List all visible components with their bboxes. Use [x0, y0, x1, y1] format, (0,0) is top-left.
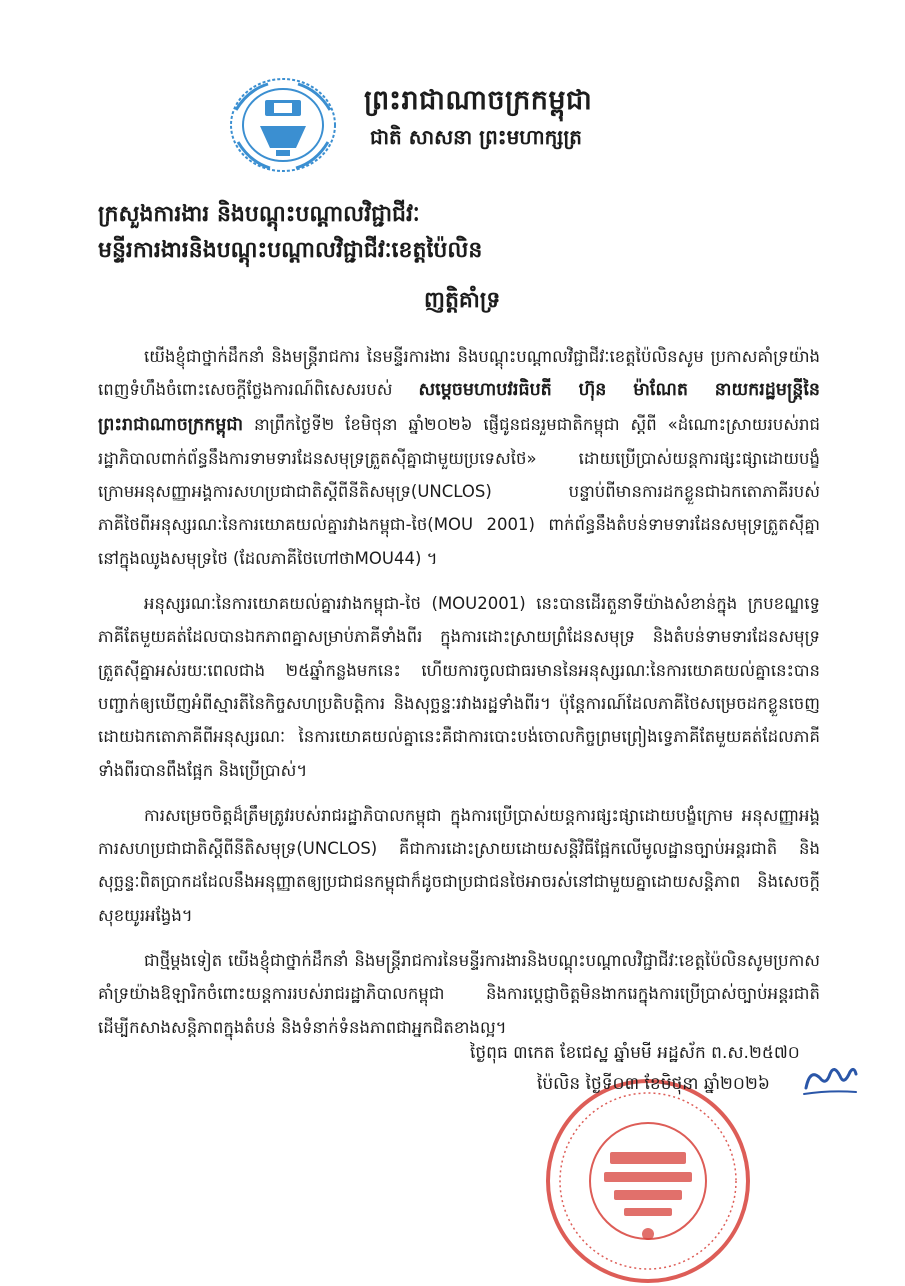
solar-date: ប៉ៃលិន ថ្ងៃទី០៣ ខែមិថុនា ឆ្នាំ២០២៦ [537, 1074, 770, 1094]
paragraph-1-part1: យើងខ្ញុំជាថ្នាក់ដឹកនាំ និងមន្ត្រីរាជការ នៃមន្ទីរការងារ និងបណ្តុះបណ្តាលវិជ្ជាជីវៈខេត្តប៉ៃលិនសូម ប្រកាសគាំទ្រយ៉ាងពេញទំហឹងចំពោះសេចក្តីថ្លែងការណ៍ពិសេសរបស់ [98, 347, 820, 400]
ministry-logo-icon [218, 70, 348, 180]
national-motto: ជាតិ សាសនា ព្រះមហាក្សត្រ [370, 125, 582, 149]
paragraph-1-part2: នាព្រឹកថ្ងៃទី២ ខែមិថុនា ឆ្នាំ២០២៦ ផ្ញើជូនជនរួមជាតិកម្ពុជា ស្តីពី «ដំណោះស្រាយរបស់រាជរដ្ឋាភិបាលពាក់ព័ន្ធនឹងការទាមទារដែនសមុទ្រត្រួតស៊ីគ្នាជាមួយប្រទេសថៃ» ដោយប្រើប្រាស់យន្តការផ្សះផ្សាដោយបង្ខំ ក្រោមអនុសញ្ញាអង្គការសហប្រជាជាតិស្តីពីនីតិសមុទ្រ(UNCLOS) បន្ទាប់ពីមានការដកខ្លួនជាឯកតោភាគីរបស់ភាគីថៃពីអនុស្សរណៈនៃការយោគយល់គ្នារវាងកម្ពុជា-ថៃ(MOU 2001) ពាក់ព័ន្ធនឹងតំបន់ទាមទារដែនសមុទ្រត្រួតស៊ីគ្នានៅក្នុងឈូងសមុទ្រថៃ (ដែលភាគីថៃហៅថាMOU44) ។ [98, 414, 820, 568]
official-seal-icon [538, 1076, 758, 1286]
prime-minister-name: សម្តេចមហាបវរធិបតី ហ៊ុន ម៉ាណែត នាយករដ្ឋមន្ត្រីនៃព្រះរាជាណាចក្រកម្ពុជា [98, 380, 820, 435]
paragraph-2: អនុស្សរណៈនៃការយោគយល់គ្នារវាងកម្ពុជា-ថៃ (MOU2001) នេះបានដើរតួនាទីយ៉ាងសំខាន់ក្នុង ក្របខណ្ឌទ្វេភាគីតែមួយគត់ដែលបានឯកភាពគ្នាសម្រាប់ភាគីទាំងពីរ ក្នុងការដោះស្រាយព្រំដែនសមុទ្រ និងតំបន់ទាមទារដែនសមុទ្រត្រួតស៊ីគ្នាអស់រយៈពេលជាង ២៥ឆ្នាំកន្លងមកនេះ ហើយការចូលជាធរមាននៃអនុស្សរណៈនៃការយោគយល់គ្នានេះបានបញ្ជាក់ឲ្យឃើញអំពីស្មារតីនៃកិច្ចសហប្រតិបត្តិការ និងសុច្ឆន្ទៈរវាងរដ្ឋទាំងពីរ។ ប៉ុន្តែការណ៍ដែលភាគីថៃសម្រេចដកខ្លួនចេញដោយឯកតោភាគីពីអនុស្សរណៈ នៃការយោគយល់គ្នានេះគឺជាការបោះបង់ចោលកិច្ចព្រមព្រៀងទ្វេភាគីតែមួយគត់ដែលភាគីទាំងពីរបានពឹងផ្អែក និងប្រើប្រាស់។ [98, 594, 820, 780]
ministry-name: ក្រសួងការងារ និងបណ្តុះបណ្តាលវិជ្ជាជីវៈ [98, 202, 420, 227]
kingdom-title: ព្រះរាជាណាចក្រកម្ពុជា [364, 85, 593, 116]
paragraph-4: ជាថ្មីម្តងទៀត យើងខ្ញុំជាថ្នាក់ដឹកនាំ និងមន្ត្រីរាជការនៃមន្ទីរការងារនិងបណ្តុះបណ្តាលវិជ្ជាជីវៈខេត្តប៉ៃលិនសូមប្រកាសគាំទ្រយ៉ាងឱឡារិកចំពោះយន្តការរបស់រាជរដ្ឋាភិបាលកម្ពុជា និងការប្តេជ្ញាចិត្តមិនងាករេក្នុងការប្រើប្រាស់ច្បាប់អន្តរជាតិ ដើម្បីកសាងសន្តិភាពក្នុងតំបន់ និងទំនាក់ទំនងភាពជាអ្នកជិតខាងល្អ។ [98, 951, 820, 1037]
document-title: ញត្តិគាំទ្រ [424, 288, 501, 313]
signature-icon [800, 1060, 860, 1100]
paragraph-1 [98, 340, 820, 575]
department-name: មន្ទីរការងារនិងបណ្តុះបណ្តាលវិជ្ជាជីវៈខេត្តប៉ៃលិន [98, 238, 483, 263]
document-body [98, 340, 820, 1056]
lunar-date: ថ្ងៃពុធ ៣កេត ខែជេស្ឋ ឆ្នាំមមី អដ្ឋស័ក ព.ស.២៥៧០ [470, 1043, 800, 1063]
paragraph-3: ការសម្រេចចិត្តដ៏ត្រឹមត្រូវរបស់រាជរដ្ឋាភិបាលកម្ពុជា ក្នុងការប្រើប្រាស់យន្តការផ្សះផ្សាដោយបង្ខំក្រោម អនុសញ្ញាអង្គការសហប្រជាជាតិស្តីពីនីតិសមុទ្រ(UNCLOS) គឺជាការដោះស្រាយដោយសន្តិវិធីផ្អែកលើមូលដ្ឋានច្បាប់អន្តរជាតិ និងសុច្ឆន្ទៈពិតប្រាកដដែលនឹងអនុញ្ញាតឲ្យប្រជាជនកម្ពុជាក៏ដូចជាប្រជាជនថៃអាចរស់នៅជាមួយគ្នាដោយសន្តិភាព និងសេចក្តីសុខយូរអង្វែង។ [98, 805, 820, 925]
